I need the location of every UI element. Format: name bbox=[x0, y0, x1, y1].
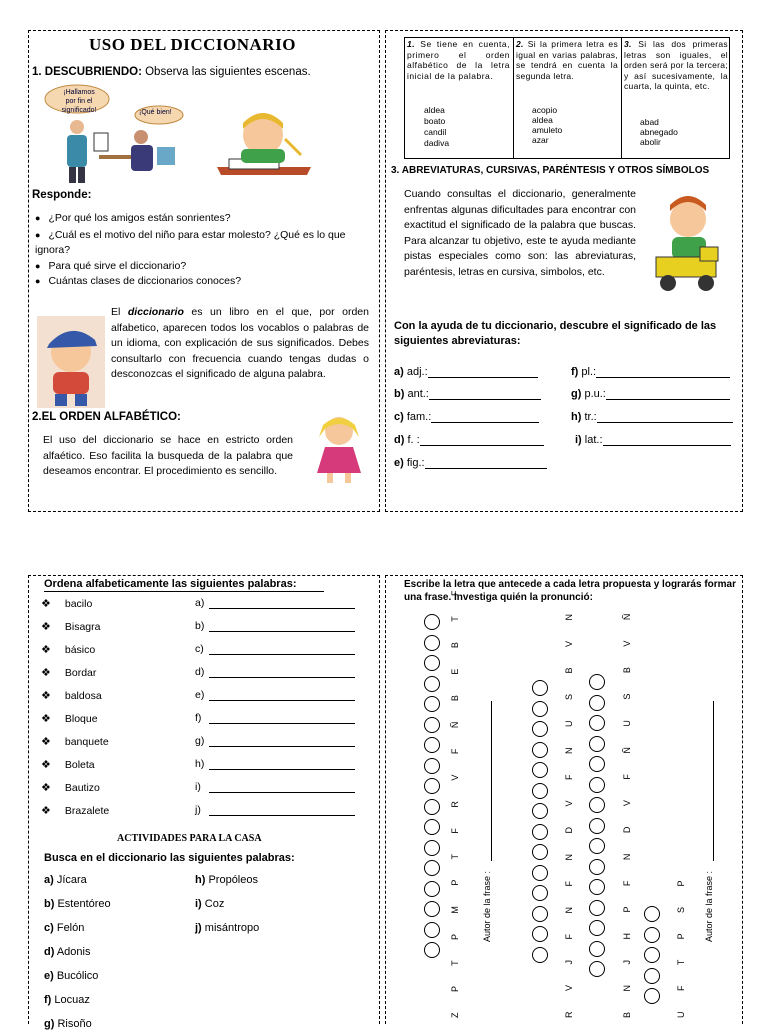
abbr-answer-line[interactable] bbox=[606, 399, 730, 400]
definition-text: El diccionario es un libro en el que, por orden alfabetico, aparecen todos los vocablos o palabras de un idioma, con explicación de sus significados. Debes consultarlo con frecuencia cuando tengas dudas o desconozcas el significado de alguna palabra. bbox=[111, 306, 369, 380]
author-line-2[interactable] bbox=[713, 701, 714, 861]
answer-circle[interactable] bbox=[532, 803, 548, 819]
order-answer bbox=[195, 781, 355, 793]
abbr-answer-line[interactable] bbox=[603, 445, 731, 446]
activity-word-item: a) Jícara bbox=[44, 874, 87, 886]
answer-circle[interactable] bbox=[644, 927, 660, 943]
order-answer bbox=[195, 758, 355, 770]
answer-circle[interactable] bbox=[589, 900, 605, 916]
order-word: básico bbox=[64, 644, 96, 656]
abbr-answer-line[interactable] bbox=[429, 399, 541, 400]
order-answer-line[interactable] bbox=[209, 608, 355, 609]
author-line-1[interactable] bbox=[491, 701, 492, 861]
activity-word-item: d) Adonis bbox=[44, 946, 91, 958]
answer-circle[interactable] bbox=[589, 859, 605, 875]
abbr-answer-line[interactable] bbox=[597, 422, 733, 423]
answer-circle[interactable] bbox=[532, 701, 548, 717]
order-word: Boleta bbox=[64, 759, 95, 771]
panel-frase-cifrada bbox=[385, 575, 743, 1024]
question-1: ● ¿Por qué los amigos están sonrientes? bbox=[35, 212, 231, 224]
answer-circle[interactable] bbox=[589, 818, 605, 834]
activity-word-item: h) Propóleos bbox=[195, 874, 258, 886]
activity-word-item: i) Coz bbox=[195, 898, 225, 910]
answer-circle[interactable] bbox=[424, 737, 440, 753]
panel-reglas-abreviaturas bbox=[385, 30, 743, 512]
rule-3: 3. Si las dos primeras letras son iguales, el orden será por la tercera; y así sucesivamente, la cuarta, la quinta, etc. bbox=[624, 39, 728, 91]
activity-word-item: b) Estentóreo bbox=[44, 898, 111, 910]
answer-circle[interactable] bbox=[424, 758, 440, 774]
order-answer bbox=[195, 597, 355, 609]
order-answer-letter: e) bbox=[195, 689, 205, 701]
activity-word-item: j) misántropo bbox=[195, 922, 260, 934]
answer-circle[interactable] bbox=[424, 635, 440, 651]
order-answer-line[interactable] bbox=[209, 677, 355, 678]
abbr-answer-line[interactable] bbox=[420, 445, 544, 446]
order-answer bbox=[195, 666, 355, 678]
order-answer bbox=[195, 735, 355, 747]
answer-circle[interactable] bbox=[424, 860, 440, 876]
answer-circle[interactable] bbox=[424, 717, 440, 733]
order-answer-letter: a) bbox=[195, 597, 205, 609]
order-answer-letter: d) bbox=[195, 666, 205, 678]
order-answer bbox=[195, 804, 355, 816]
rule-3-words: abad abnegado abolir bbox=[640, 117, 678, 147]
abbreviations-instruction: Con la ayuda de tu diccionario, descubre el significado de las siguientes abreviaturas: bbox=[394, 320, 717, 347]
rules-divider-2 bbox=[621, 37, 622, 159]
question-3: ● Para qué sirve el diccionario? bbox=[35, 260, 186, 272]
order-answer-line[interactable] bbox=[209, 769, 355, 770]
cipher-instruction: Escribe la letra que antecede a cada letra propuesta y lograrás formar una frase. Investiga quién la pronunció: bbox=[404, 579, 736, 603]
abbr-answer-line[interactable] bbox=[596, 377, 730, 378]
cipher-letters-col4: U F T P S P bbox=[676, 871, 686, 1018]
order-answer bbox=[195, 712, 355, 724]
answer-circle[interactable] bbox=[532, 926, 548, 942]
answer-circle[interactable] bbox=[532, 865, 548, 881]
abbr-item-i: i) lat.: bbox=[575, 434, 731, 446]
activity-word-item: g) Risoño bbox=[44, 1018, 92, 1030]
answer-circle[interactable] bbox=[589, 941, 605, 957]
answer-circle[interactable] bbox=[589, 715, 605, 731]
answer-circle[interactable] bbox=[644, 947, 660, 963]
answer-circle[interactable] bbox=[424, 799, 440, 815]
order-word: Bautizo bbox=[64, 782, 100, 794]
abbr-answer-line[interactable] bbox=[428, 377, 538, 378]
order-word-item: ❖ básico bbox=[41, 644, 96, 656]
answer-circle[interactable] bbox=[532, 906, 548, 922]
order-word-item: ❖ Bisagra bbox=[41, 621, 101, 633]
section-1-heading: 1. DESCUBRIENDO: bbox=[32, 66, 142, 78]
order-answer-line[interactable] bbox=[209, 792, 355, 793]
answer-circle[interactable] bbox=[532, 783, 548, 799]
boy-writing-illustration bbox=[215, 109, 315, 177]
order-word: banquete bbox=[64, 736, 109, 748]
order-word: Brazalete bbox=[64, 805, 110, 817]
order-answer-line[interactable] bbox=[209, 654, 355, 655]
order-answer-line[interactable] bbox=[209, 746, 355, 747]
activity-word-item: c) Felón bbox=[44, 922, 85, 934]
answer-circle[interactable] bbox=[424, 655, 440, 671]
order-answer-letter: b) bbox=[195, 620, 205, 632]
speech-bubble-2: ¡Qué bien! bbox=[139, 109, 172, 116]
answer-circle[interactable] bbox=[644, 968, 660, 984]
rules-divider-1 bbox=[513, 37, 514, 159]
order-answer-line[interactable] bbox=[209, 700, 355, 701]
answer-circle[interactable] bbox=[589, 674, 605, 690]
boy-with-cap-illustration bbox=[37, 316, 105, 408]
author-label-2: Autor de la frase : bbox=[704, 870, 714, 942]
order-word-item: ❖ bacilo bbox=[41, 598, 93, 610]
answer-circle[interactable] bbox=[589, 736, 605, 752]
answer-circle[interactable] bbox=[424, 676, 440, 692]
girl-illustration bbox=[305, 411, 375, 489]
order-answer-letter: f) bbox=[195, 712, 202, 724]
abbr-item-e: e) fig.: bbox=[394, 457, 547, 469]
answer-circle[interactable] bbox=[589, 695, 605, 711]
answer-circle[interactable] bbox=[589, 777, 605, 793]
cipher-letters-col3: B N J H P F N D V F Ñ U S B V Ñ bbox=[622, 604, 632, 1018]
answer-circle[interactable] bbox=[424, 942, 440, 958]
answer-circle[interactable] bbox=[424, 696, 440, 712]
order-answer-letter: g) bbox=[195, 735, 205, 747]
order-word-item: ❖ Bordar bbox=[41, 667, 97, 679]
answer-circle[interactable] bbox=[532, 762, 548, 778]
activities-title: ACTIVIDADES PARA LA CASA bbox=[117, 833, 262, 844]
activity-word-item: e) Bucólico bbox=[44, 970, 99, 982]
answer-circle[interactable] bbox=[589, 838, 605, 854]
boy-with-truck-illustration bbox=[648, 191, 730, 295]
abbr-item-c: c) fam.: bbox=[394, 411, 539, 423]
order-word-item: ❖ Bautizo bbox=[41, 782, 100, 794]
section-2-text: El uso del diccionario se hace en estricto orden alfaético. Eso facilita la busqueda de la palabra que deseamos encontrar. El procedimiento es sencillo. bbox=[43, 434, 293, 477]
abbr-item-f: f) pl.: bbox=[571, 366, 730, 378]
panel-ordena-palabras bbox=[28, 575, 380, 1030]
question-2: ● ¿Cuál es el motivo del niño para estar molesto? ¿Qué es lo que ignora? bbox=[35, 229, 346, 256]
rule-2: 2. Si la primera letra es igual en varias palabras, se tendrá en cuenta la segunda letra. bbox=[516, 39, 618, 81]
answer-circle[interactable] bbox=[532, 824, 548, 840]
order-answer-line[interactable] bbox=[209, 631, 355, 632]
rule-2-words: acopio aldea amuleto azar bbox=[532, 105, 563, 145]
author-label-1: Autor de la frase : bbox=[482, 870, 492, 942]
answer-circle[interactable] bbox=[424, 778, 440, 794]
section-3-text: Cuando consultas el diccionario, generalmente enfrentas algunas dificultades para encontrar con exactitud el significado de la palabra que buscas. Para alcanzar tu objetivo, este te ayuda mediante pistas especiales como son: las abreviaturas, paréntesis, letras en cursiva, simbolos, etc. bbox=[404, 188, 636, 278]
answer-circle[interactable] bbox=[532, 844, 548, 860]
section-2-heading: 2.EL ORDEN ALFABÉTICO: bbox=[32, 411, 181, 423]
section-1-text: Observa las siguientes escenas. bbox=[145, 66, 311, 78]
rule-1-words: aldea boato candil dadiva bbox=[424, 105, 450, 148]
answer-circle[interactable] bbox=[532, 947, 548, 963]
answer-circle[interactable] bbox=[424, 840, 440, 856]
order-word-item: ❖ baldosa bbox=[41, 690, 102, 702]
answer-circle[interactable] bbox=[589, 797, 605, 813]
activity-word-item: f) Locuaz bbox=[44, 994, 90, 1006]
order-answer-line[interactable] bbox=[209, 723, 355, 724]
cipher-letters-col1: Z P T P M P T F R V F Ñ B E B T F bbox=[450, 581, 460, 1018]
answer-circle[interactable] bbox=[589, 920, 605, 936]
answer-circle[interactable] bbox=[532, 680, 548, 696]
order-word: Bloque bbox=[64, 713, 98, 725]
answer-circle[interactable] bbox=[589, 961, 605, 977]
abbr-answer-line[interactable] bbox=[425, 468, 547, 469]
answer-circle[interactable] bbox=[532, 885, 548, 901]
order-answer-letter: j) bbox=[195, 804, 201, 816]
order-answer bbox=[195, 643, 355, 655]
order-word: bacilo bbox=[64, 598, 93, 610]
order-answer bbox=[195, 689, 355, 701]
order-heading: Ordena alfabeticamente las siguientes palabras: bbox=[44, 578, 324, 592]
answer-circle[interactable] bbox=[532, 742, 548, 758]
order-word: baldosa bbox=[64, 690, 102, 702]
order-word-item: ❖ Brazalete bbox=[41, 805, 110, 817]
order-answer-letter: c) bbox=[195, 643, 204, 655]
answer-circle[interactable] bbox=[589, 756, 605, 772]
abbr-item-g: g) p.u.: bbox=[571, 388, 730, 400]
answer-circle[interactable] bbox=[644, 906, 660, 922]
question-4: ● Cuántas clases de diccionarios conoces? bbox=[35, 275, 241, 287]
order-answer-letter: i) bbox=[195, 781, 201, 793]
section-1-line bbox=[32, 66, 311, 78]
answer-circle[interactable] bbox=[424, 614, 440, 630]
order-word: Bisagra bbox=[64, 621, 101, 633]
order-word-item: ❖ banquete bbox=[41, 736, 109, 748]
order-word-item: ❖ Boleta bbox=[41, 759, 95, 771]
speech-bubble-1: ¡Hallamos por fin el significado! bbox=[61, 89, 97, 114]
responde-heading: Responde: bbox=[32, 189, 92, 201]
abbr-item-b: b) ant.: bbox=[394, 388, 541, 400]
page-title: USO DEL DICCIONARIO bbox=[89, 35, 296, 54]
answer-circle[interactable] bbox=[424, 881, 440, 897]
answer-circle[interactable] bbox=[532, 721, 548, 737]
abbr-item-a: a) adj.: bbox=[394, 366, 538, 378]
abbr-answer-line[interactable] bbox=[431, 422, 539, 423]
panel-uso-diccionario bbox=[28, 30, 380, 512]
abbr-item-h: h) tr.: bbox=[571, 411, 733, 423]
answer-circle[interactable] bbox=[424, 819, 440, 835]
cipher-letters-col2: R V J F N F N D V F N U S B V N bbox=[564, 604, 574, 1018]
abbr-item-d: d) f. : bbox=[394, 434, 544, 446]
order-answer-letter: h) bbox=[195, 758, 205, 770]
answer-circle[interactable] bbox=[424, 901, 440, 917]
section-3-heading: 3. ABREVIATURAS, CURSIVAS, PARÉNTESIS Y OTROS SÍMBOLOS bbox=[391, 165, 710, 176]
order-answer-line[interactable] bbox=[209, 815, 355, 816]
order-answer bbox=[195, 620, 355, 632]
answer-circle[interactable] bbox=[644, 988, 660, 1004]
activities-instruction: Busca en el diccionario las siguientes palabras: bbox=[44, 852, 295, 864]
order-word: Bordar bbox=[64, 667, 97, 679]
answer-circle[interactable] bbox=[589, 879, 605, 895]
answer-circle[interactable] bbox=[424, 922, 440, 938]
rule-1: 1. Se tiene en cuenta, primero el orden alfabético de la letra inicial de la palabra. bbox=[407, 39, 510, 81]
order-word-item: ❖ Bloque bbox=[41, 713, 98, 725]
